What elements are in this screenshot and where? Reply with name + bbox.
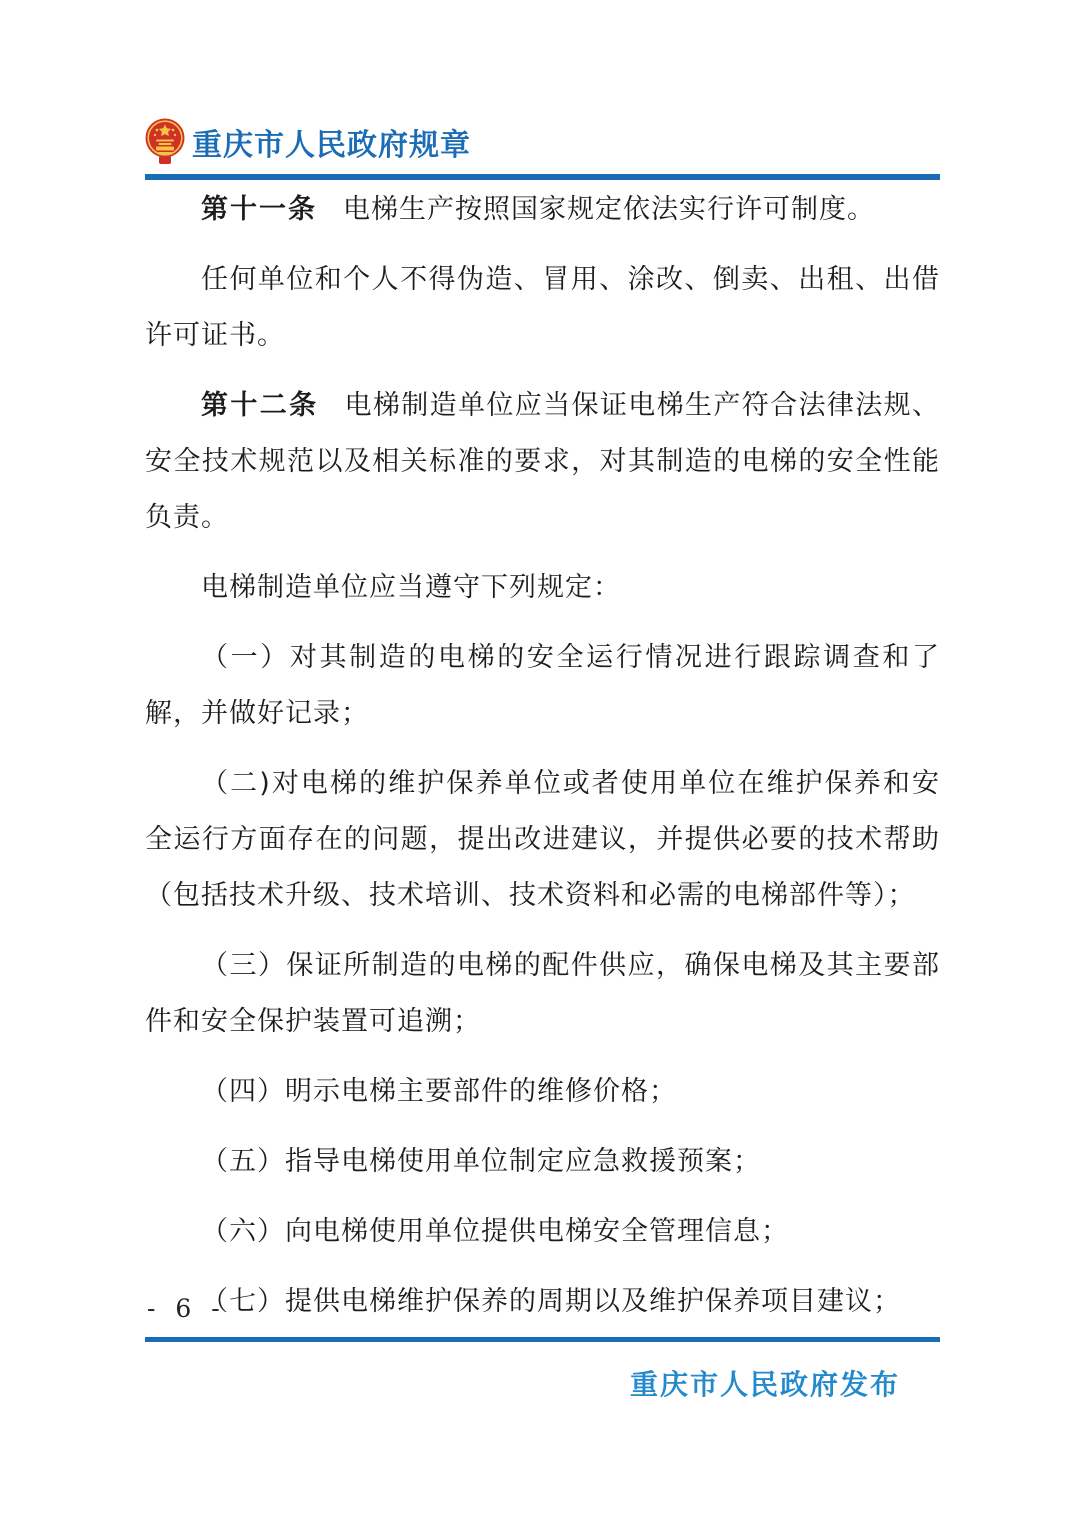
china-national-emblem-icon <box>145 118 185 166</box>
header-divider <box>145 174 940 180</box>
paragraph-text: （二)对电梯的维护保养单位或者使用单位在维护保养和安全运行方面存在的问题，提出改进建议，并提供必要的技术帮助（包括技术升级、技术培训、技术资料和必需的电梯部件等）； <box>145 768 940 911</box>
paragraph <box>145 378 940 546</box>
footer-divider <box>145 1337 940 1342</box>
paragraph-text: 任何单位和个人不得伪造、冒用、涂改、倒卖、出租、出借许可证书。 <box>145 264 940 351</box>
paragraph-text: （七）提供电梯维护保养的周期以及维护保养项目建议； <box>201 1286 901 1317</box>
page-title: 重庆市人民政府规章 <box>192 128 471 163</box>
article-number: 第十一条 <box>201 194 317 225</box>
paragraph-text: （三）保证所制造的电梯的配件供应，确保电梯及其主要部件和安全保护装置可追溯； <box>145 950 940 1037</box>
paragraph <box>145 1134 940 1190</box>
paragraph-text: （四）明示电梯主要部件的维修价格； <box>201 1076 677 1107</box>
page-header <box>145 118 940 166</box>
document-body <box>145 182 940 1344</box>
paragraph <box>145 182 940 238</box>
paragraph <box>145 560 940 616</box>
article-number: 第十二条 <box>201 390 319 421</box>
paragraph <box>145 756 940 924</box>
paragraph-text: （六）向电梯使用单位提供电梯安全管理信息； <box>201 1216 789 1247</box>
publisher-label: 重庆市人民政府发布 <box>629 1368 900 1401</box>
paragraph-text: 电梯制造单位应当遵守下列规定： <box>201 572 621 603</box>
paragraph <box>145 1204 940 1260</box>
paragraph <box>145 630 940 742</box>
paragraph-text: （一）对其制造的电梯的安全运行情况进行跟踪调查和了解，并做好记录； <box>145 642 940 729</box>
paragraph-text: 电梯制造单位应当保证电梯生产符合法律法规、安全技术规范以及相关标准的要求，对其制造的电梯的安全性能负责。 <box>145 390 940 533</box>
paragraph <box>145 1274 940 1330</box>
paragraph <box>145 1064 940 1120</box>
paragraph <box>145 252 940 364</box>
page-number: - 6 - <box>147 1294 226 1323</box>
paragraph-text: （五）指导电梯使用单位制定应急救援预案； <box>201 1146 761 1177</box>
paragraph <box>145 938 940 1050</box>
paragraph-text: 电梯生产按照国家规定依法实行许可制度。 <box>343 194 875 225</box>
